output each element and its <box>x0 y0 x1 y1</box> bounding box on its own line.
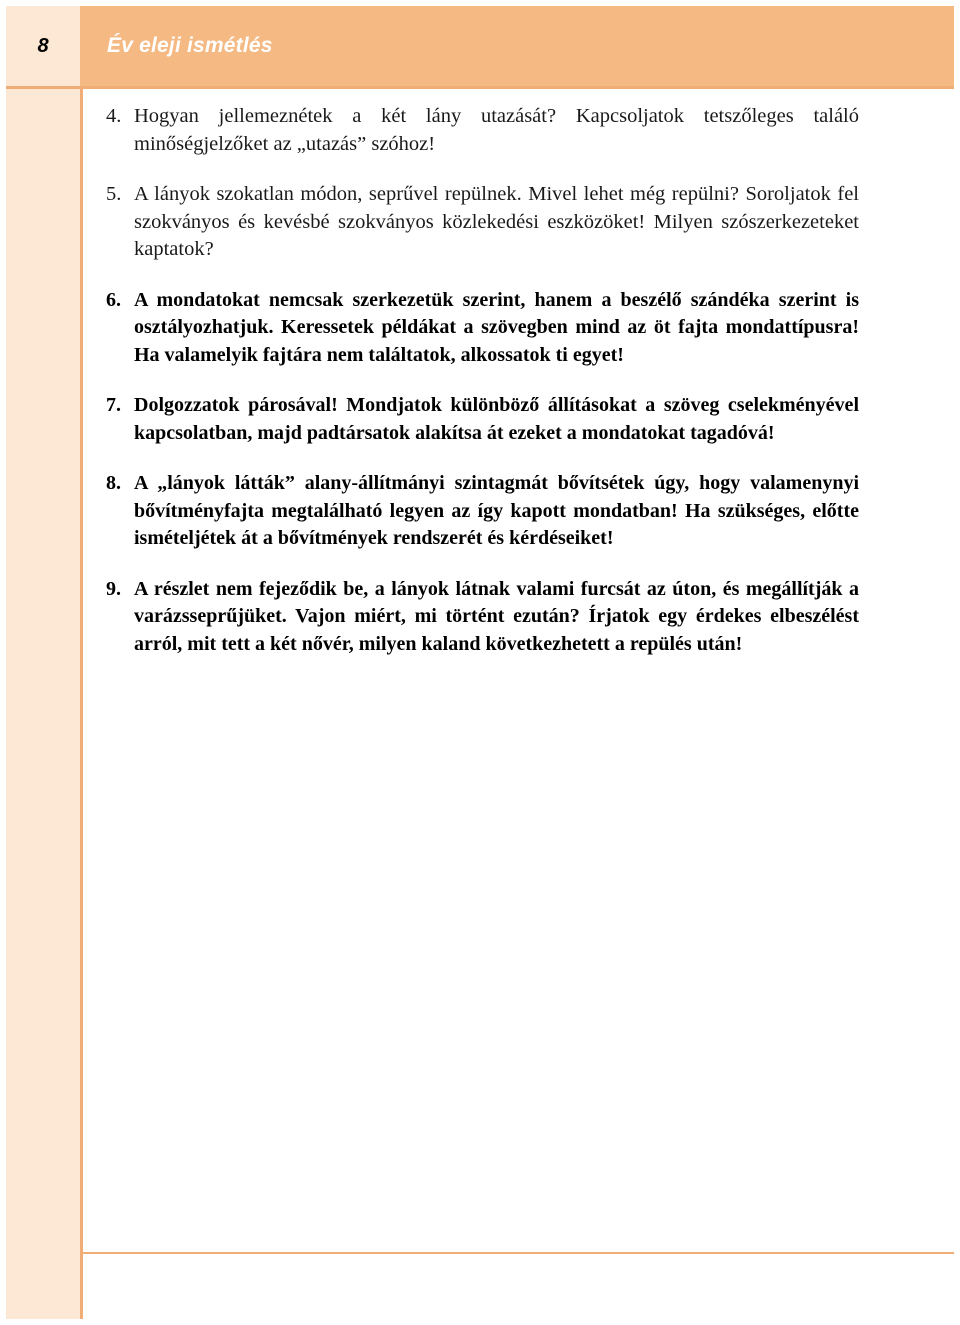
exercise-list <box>106 103 859 681</box>
exercise-number: 9. <box>106 577 121 600</box>
page-number-box <box>6 6 80 86</box>
exercise-text: A lányok szokatlan módon, seprűvel repülnek. Mivel lehet még repülni? Soroljatok fel szokványos és kevésbé szokványos közlekedési eszközöket! Milyen szószerkezeteket kaptatok? <box>134 183 859 260</box>
chapter-title: Év eleji ismétlés <box>107 34 273 57</box>
exercise-number: 4. <box>106 105 122 127</box>
exercise-6 <box>106 287 859 370</box>
exercise-text: Hogyan jellemeznétek a két lány utazását? Kapcsoljatok tetszőleges találó minőségjelzőket az „utazás” szóhoz! <box>134 105 859 155</box>
left-margin-divider <box>80 89 83 1319</box>
exercise-number: 7. <box>106 394 121 416</box>
exercise-number: 8. <box>106 472 121 494</box>
footer-divider <box>83 1252 954 1254</box>
exercise-number: 5. <box>106 183 122 205</box>
header-divider <box>6 86 954 89</box>
exercise-9 <box>106 576 859 659</box>
exercise-text: A „lányok látták” alany-állítmányi szintagmát bővítsétek úgy, hogy valamenynyi bővítményfajta megtalálható legyen az így kapott mondatban! Ha szükséges, előtte ismételjétek át a bővítmények rendszerét és kérdéseiket! <box>134 472 859 549</box>
exercise-number: 6. <box>106 288 121 311</box>
exercise-text: Dolgozzatok párosával! Mondjatok különböző állításokat a szöveg cselekményével kapcsolatban, majd padtársatok alakítsa át ezeket a mondatokat tagadóvá! <box>134 394 859 444</box>
exercise-text: A részlet nem fejeződik be, a lányok látnak valami furcsát az úton, és megállítják a varázsseprűjüket. Vajon miért, mi történt ezután? Írjatok egy érdekes elbeszélést arról, mit tett a két nővér, milyen kaland következhetett a repülés után! <box>134 577 859 655</box>
left-margin-band <box>6 89 80 1319</box>
chapter-header-band <box>80 6 954 86</box>
exercise-8 <box>106 470 859 553</box>
page-number: 8 <box>37 35 49 57</box>
exercise-5 <box>106 181 859 264</box>
exercise-4 <box>106 103 859 158</box>
exercise-7 <box>106 392 859 447</box>
exercise-text: A mondatokat nemcsak szerkezetük szerint, hanem a beszélő szándéka szerint is osztályozhatjuk. Keressetek példákat a szövegben mind az öt fajta mondattípusra! Ha valamelyik fajtára nem találtatok, alkossatok ti egyet! <box>134 288 859 366</box>
